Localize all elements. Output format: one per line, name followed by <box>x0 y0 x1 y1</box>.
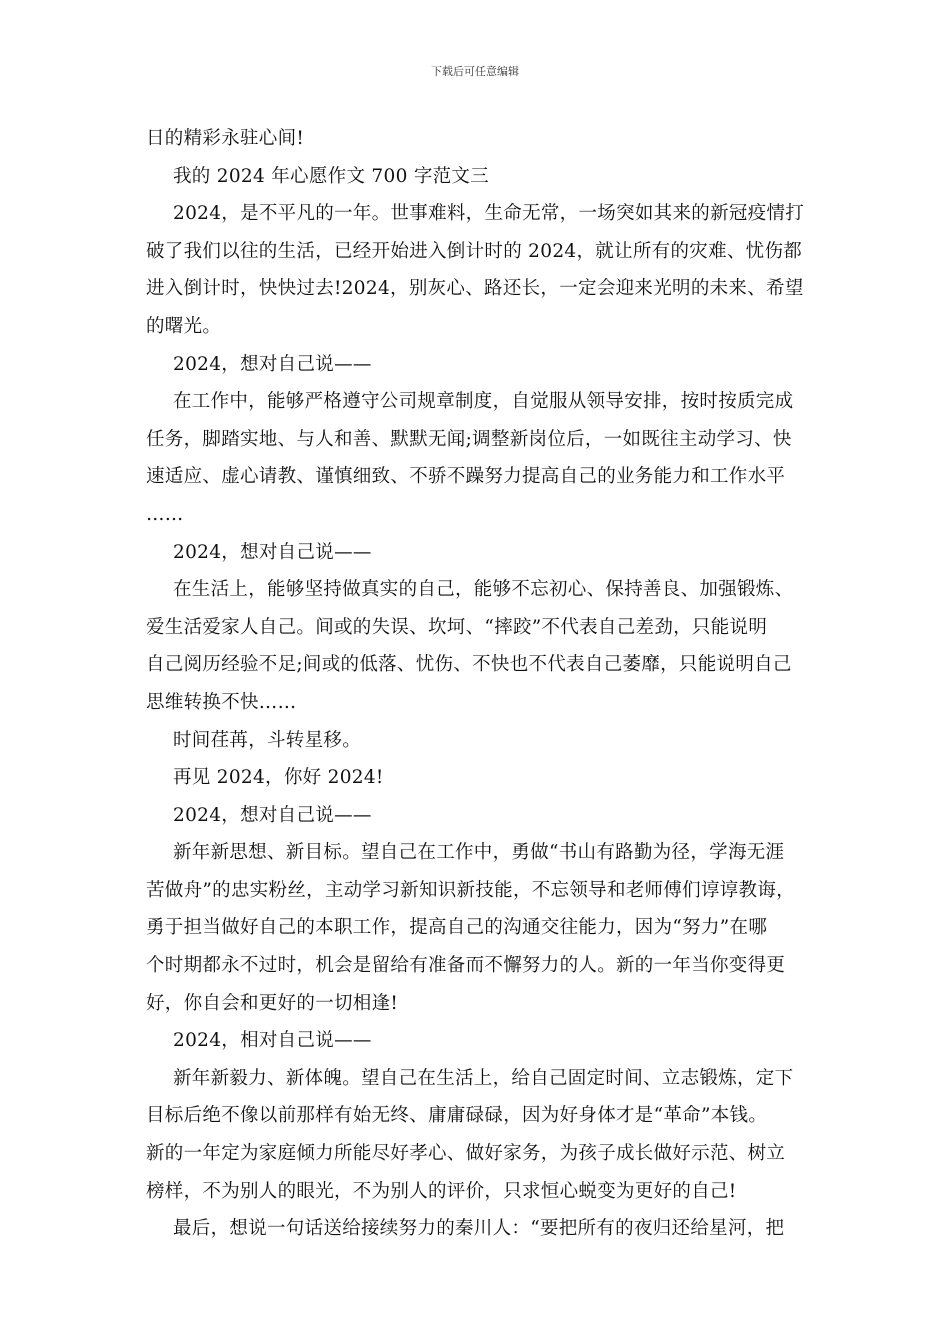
essay-title: 我的 2024 年心愿作文 700 字范文三 <box>173 165 490 187</box>
text-line: 的曙光。 <box>146 315 222 337</box>
section-heading: 2024，想对自己说—— <box>173 541 372 563</box>
text-line: 在工作中，能够严格遵守公司规章制度，自觉服从领导安排，按时按质完成 <box>173 391 794 413</box>
text-line: …… <box>146 503 184 525</box>
section-heading: 2024，相对自己说—— <box>173 1030 372 1052</box>
text-line: 进入倒计时，快快过去!2024，别灰心、路还长，一定会迎来光明的未来、希望 <box>146 278 804 300</box>
text-line: 破了我们以往的生活，已经开始进入倒计时的 2024，就让所有的灾难、忧伤都 <box>146 240 803 262</box>
document-body <box>146 120 810 1248</box>
text-line: 榜样，不为别人的眼光，不为别人的评价，只求恒心蜕变为更好的自己! <box>146 1180 737 1202</box>
text-line: 苦做舟”的忠实粉丝，主动学习新知识新技能，不忘领导和老师傅们谆谆教诲， <box>146 879 795 901</box>
text-line: 日的精彩永驻心间! <box>146 128 305 149</box>
text-line: 任务，脚踏实地、与人和善、默默无闻;调整新岗位后，一如既往主动学习、快 <box>146 428 792 450</box>
text-line: 新年新毅力、新体魄。望自己在生活上，给自己固定时间、立志锻炼，定下 <box>173 1067 794 1089</box>
text-line: 目标后绝不像以前那样有始无终、庸庸碌碌，因为好身体才是“革命”本钱。 <box>146 1105 768 1127</box>
text-line: 新的一年定为家庭倾力所能尽好孝心、做好家务，为孩子成长做好示范、树立 <box>146 1143 786 1165</box>
text-line: 爱生活爱家人自己。间或的失误、坎坷、“摔跤”不代表自己差劲，只能说明 <box>146 616 768 638</box>
page-header: 下载后可任意编辑 <box>431 65 519 78</box>
text-line: 时间荏苒，斗转星移。 <box>173 729 362 751</box>
text-line: 个时期都永不过时，机会是留给有准备而不懈努力的人。新的一年当你变得更 <box>146 955 786 977</box>
text-line: 2024，是不平凡的一年。世事难料，生命无常，一场突如其来的新冠疫情打 <box>173 203 805 225</box>
section-heading: 2024，想对自己说—— <box>173 804 372 826</box>
section-heading: 2024，想对自己说—— <box>173 353 372 375</box>
text-line: 速适应、虚心请教、谨慎细致、不骄不躁努力提高自己的业务能力和工作水平 <box>146 466 786 488</box>
text-line: 再见 2024，你好 2024! <box>173 767 384 789</box>
text-line: 新年新思想、新目标。望自己在工作中，勇做“书山有路勤为径，学海无涯 <box>173 842 785 864</box>
text-line: 最后，想说一句话送给接续努力的秦川人：“要把所有的夜归还给星河，把 <box>173 1218 785 1240</box>
text-line: 在生活上，能够坚持做真实的自己，能够不忘初心、保持善良、加强锻炼、 <box>173 579 794 601</box>
text-line: 好，你自会和更好的一切相逢! <box>146 992 399 1014</box>
text-line: 勇于担当做好自己的本职工作，提高自己的沟通交往能力，因为“努力”在哪 <box>146 917 768 939</box>
text-line: 思维转换不快…… <box>146 691 297 713</box>
text-line: 自己阅历经验不足;间或的低落、忧伤、不快也不代表自己萎靡，只能说明自己 <box>146 654 792 676</box>
